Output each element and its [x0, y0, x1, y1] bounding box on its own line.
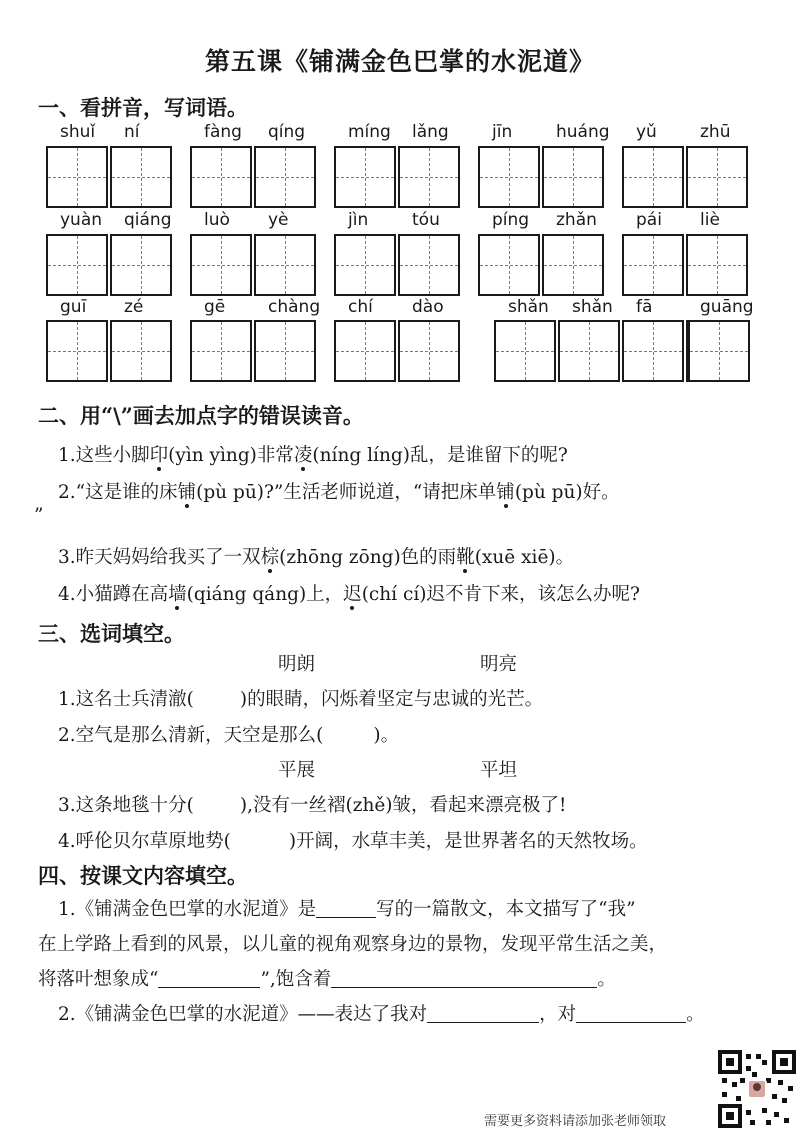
- s4-question-1-line1: 1.《铺满金色巴掌的水泥道》是 写的一篇散文，本文描写了“我”: [58, 899, 636, 920]
- pinyin-label: yǔ: [636, 122, 657, 142]
- pinyin-label: shuǐ: [60, 122, 96, 142]
- s2-question-4: 4.小猫蹲在高墙(qiáng qáng)上，迟(chí cí)迟不肯下来，该怎么办呢?: [58, 580, 640, 606]
- s4-question-1-line3: 将落叶想象成“ ”,饱含着 。: [38, 969, 616, 990]
- pinyin-label: zé: [124, 297, 144, 317]
- pinyin-label: tóu: [412, 210, 440, 230]
- pinyin-label: ní: [124, 122, 140, 142]
- pinyin-label: qíng: [268, 122, 306, 142]
- dotted-char: 棕: [261, 543, 280, 569]
- writing-box[interactable]: [622, 320, 684, 382]
- writing-box[interactable]: [558, 320, 620, 382]
- word-option: 平坦: [480, 760, 518, 781]
- s2-question-3: 3.昨天妈妈给我买了一双棕(zhōng zōng)色的雨靴(xuē xiē)。: [58, 543, 574, 569]
- s3-question-4: 4.呼伦贝尔草原地势( )开阔，水草丰美，是世界著名的天然牧场。: [58, 831, 648, 852]
- writing-box[interactable]: [190, 234, 252, 296]
- pinyin-label: guī: [60, 297, 87, 317]
- pinyin-label: zhǎn: [556, 210, 597, 230]
- pinyin-label: fā: [636, 297, 653, 317]
- footer-note: 需要更多资料请添加张老师领取: [484, 1114, 667, 1129]
- dotted-char: 印: [150, 441, 169, 467]
- dotted-char: 迟: [343, 580, 362, 606]
- writing-box[interactable]: [46, 320, 108, 382]
- writing-box[interactable]: [254, 234, 316, 296]
- page-title: 第五课《铺满金色巴掌的水泥道》: [204, 47, 595, 76]
- writing-box[interactable]: [542, 234, 604, 296]
- s3-question-1: 1.这名士兵清澈( )的眼睛，闪烁着坚定与忠诚的光芒。: [58, 689, 544, 710]
- writing-box[interactable]: [334, 320, 396, 382]
- pinyin-label: shǎn: [572, 297, 613, 317]
- section2-heading: 二、用“\”画去加点字的错误读音。: [38, 403, 364, 428]
- writing-box[interactable]: [190, 146, 252, 208]
- writing-box[interactable]: [110, 320, 172, 382]
- writing-box[interactable]: [398, 146, 460, 208]
- pinyin-label: míng: [348, 122, 391, 142]
- s4-question-2: 2.《铺满金色巴掌的水泥道》——表达了我对 ，对 。: [58, 1004, 705, 1025]
- pinyin-label: jìn: [348, 210, 369, 230]
- qr-code-icon: [718, 1050, 796, 1128]
- writing-box[interactable]: [110, 234, 172, 296]
- qr-code: [718, 1050, 796, 1128]
- pinyin-label: lǎng: [412, 122, 449, 142]
- pinyin-label: chàng: [268, 297, 321, 317]
- dotted-char: 铺: [496, 478, 515, 504]
- answer-blank[interactable]: [158, 969, 260, 988]
- writing-box[interactable]: [542, 146, 604, 208]
- pinyin-label: chí: [348, 297, 373, 317]
- dotted-char: 铺: [178, 478, 197, 504]
- word-option: 明亮: [480, 654, 518, 675]
- writing-box[interactable]: [686, 234, 748, 296]
- word-option: 平展: [278, 760, 316, 781]
- dotted-char: 墙: [168, 580, 187, 606]
- pinyin-label: jīn: [492, 122, 513, 142]
- writing-box[interactable]: [190, 320, 252, 382]
- writing-box[interactable]: [622, 234, 684, 296]
- writing-box[interactable]: [254, 320, 316, 382]
- pinyin-label: guāng: [700, 297, 754, 317]
- writing-box[interactable]: [688, 320, 750, 382]
- pinyin-label: dào: [412, 297, 444, 317]
- writing-box[interactable]: [494, 320, 556, 382]
- s4-question-1-line2: 在上学路上看到的风景，以儿童的视角观察身边的景物，发现平常生活之美，: [38, 934, 668, 955]
- dotted-char: 凌: [294, 441, 313, 467]
- pinyin-label: liè: [700, 210, 720, 230]
- s2-question-1: 1.这些小脚印(yìn yìng)非常凌(níng líng)乱，是谁留下的呢?: [58, 441, 568, 467]
- pinyin-label: pái: [636, 210, 662, 230]
- answer-blank[interactable]: [576, 1004, 686, 1023]
- s3-question-3: 3.这条地毯十分( ),没有一丝褶(zhě)皱，看起来漂亮极了!: [58, 795, 567, 816]
- writing-box[interactable]: [398, 234, 460, 296]
- dotted-char: 靴: [456, 543, 475, 569]
- section4-heading: 四、按课文内容填空。: [38, 863, 248, 888]
- answer-blank[interactable]: [316, 899, 376, 918]
- pinyin-label: shǎn: [508, 297, 549, 317]
- writing-box[interactable]: [478, 146, 540, 208]
- writing-box[interactable]: [686, 146, 748, 208]
- section1-heading: 一、看拼音，写词语。: [38, 95, 248, 120]
- pinyin-label: qiáng: [124, 210, 172, 230]
- writing-box[interactable]: [46, 146, 108, 208]
- s3-question-2: 2.空气是那么清新，天空是那么( )。: [58, 725, 400, 746]
- answer-blank[interactable]: [331, 969, 597, 988]
- writing-box[interactable]: [478, 234, 540, 296]
- word-option: 明朗: [278, 654, 316, 675]
- writing-box[interactable]: [46, 234, 108, 296]
- pinyin-label: fàng: [204, 122, 242, 142]
- answer-blank[interactable]: [427, 1004, 539, 1023]
- s2-question-2-tail: ”: [34, 505, 44, 526]
- writing-box[interactable]: [398, 320, 460, 382]
- writing-box[interactable]: [110, 146, 172, 208]
- pinyin-label: zhū: [700, 122, 731, 142]
- writing-box[interactable]: [254, 146, 316, 208]
- writing-box[interactable]: [334, 234, 396, 296]
- pinyin-label: huáng: [556, 122, 610, 142]
- pinyin-label: píng: [492, 210, 530, 230]
- writing-box[interactable]: [334, 146, 396, 208]
- writing-box[interactable]: [622, 146, 684, 208]
- pinyin-label: luò: [204, 210, 230, 230]
- s2-question-2: 2.“这是谁的床铺(pù pū)?”生活老师说道，“请把床单铺(pù pū)好。: [58, 478, 620, 504]
- pinyin-label: yè: [268, 210, 289, 230]
- section3-heading: 三、选词填空。: [38, 621, 185, 646]
- pinyin-label: yuàn: [60, 210, 103, 230]
- pinyin-label: gē: [204, 297, 226, 317]
